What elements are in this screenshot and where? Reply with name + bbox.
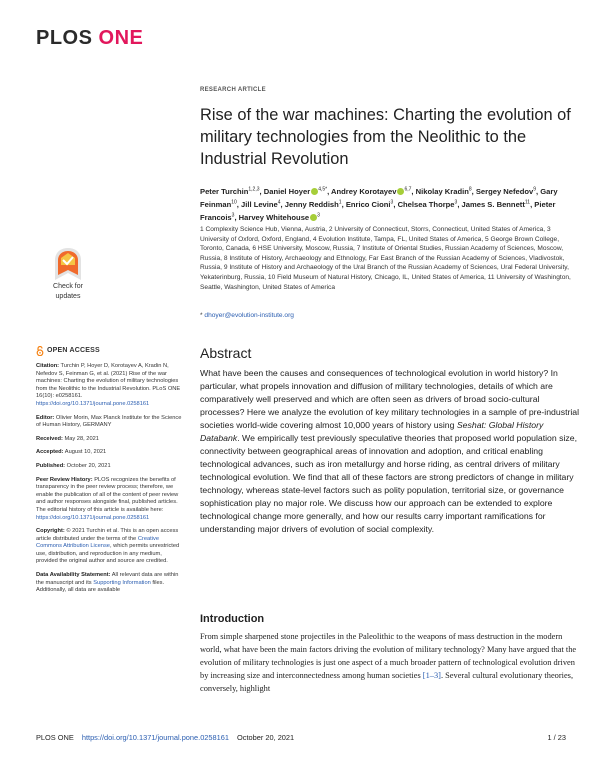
- author-name[interactable]: Chelsea Thorpe: [397, 199, 455, 209]
- article-type: RESEARCH ARTICLE: [200, 87, 266, 93]
- author: [285, 200, 346, 209]
- author-name[interactable]: Pieter Francois: [200, 199, 556, 222]
- author-affiliation-marker: 3: [231, 212, 235, 219]
- citation-doi-link[interactable]: https://doi.org/10.1371/journal.pone.0258161: [36, 400, 150, 407]
- author-name[interactable]: Nikolay Kradin: [415, 186, 469, 196]
- author: [398, 200, 462, 209]
- author-separator: ,: [457, 199, 462, 209]
- author-affiliation-marker: 1: [338, 199, 342, 206]
- author-name[interactable]: Enrico Cioni: [345, 199, 391, 209]
- open-access-row: OPEN ACCESS: [36, 346, 182, 356]
- check-updates-icon: [53, 247, 83, 281]
- author-affiliation-marker: 3: [390, 199, 394, 206]
- author-name[interactable]: Andrey Korotayev: [331, 186, 397, 196]
- author-name[interactable]: James S. Bennett: [461, 199, 525, 209]
- author: [241, 200, 285, 209]
- author-name[interactable]: Daniel Hoyer: [263, 186, 311, 196]
- author: [264, 187, 331, 196]
- reference-link[interactable]: [1–3]: [422, 671, 441, 680]
- author: [346, 200, 398, 209]
- open-lock-icon: [36, 346, 44, 356]
- author-affiliation-marker: 4,5*: [318, 186, 328, 192]
- footer-journal: PLOS ONE: [36, 733, 74, 742]
- author-affiliation-marker: 8: [468, 186, 472, 192]
- license-link[interactable]: Creative Commons Attribution License: [36, 535, 159, 550]
- received-date: Received: May 28, 2021: [36, 435, 99, 442]
- author-name[interactable]: Jenny Reddish: [284, 199, 339, 209]
- affiliations: 1 Complexity Science Hub, Vienna, Austria, 2 University of Connecticut, Storrs, Connecticut, United States of America, 3 University of Oxford, Oxford, England, 4 Evolution Institute, Tampa, FL, United States of America, 5 George Brown College, Toronto, Canada, 6 HSE University, Moscow, Russia, 7 Institute of Oriental Studies, Russian Academy of Sciences, Moscow, Russia, 8 Institute of History, Archaeology and Ethnology, Far East Branch of the Russian Academy of Sciences, Vladivostok, Russia, 9 Institute of History and Archaeology of the Ural Branch of the Russian Academy of Sciences, Ural Federal University, Yekaterinburg, Russia, 10 Field Museum of Natural History, Chicago, IL, United States of America, 11 University of Washington, Seattle, Washington, United States of America: [200, 226, 571, 291]
- abstract-heading: Abstract: [200, 345, 252, 361]
- abstract-text: What have been the causes and consequences of technological evolution in world history? In particular, what propels innovation and diffusion of military technologies, details of which are comparatively well preserved and which are often seen as drivers of broad socio-cultural processes? Here we analyze the evolution of key military technologies in a sample of pre-industrial societies world-wide covering almost 10,000 years of history using Seshat: Global History Databank. We empirically test previously speculative theories that proposed world population size, connectivity between geographical areas of innovation and adoption, and critical enabling technological advances, such as iron metallurgy and horse riding, as central drivers of military technological evolution. We find that all of these factors are strong predictors of change in military technology, whereas state-level factors such as polity population, territorial size, or governance sophistication play no major role. We discuss how our approach can be extended to explore technological change more generally, and how our results carry important ramifications for understanding major drivers of evolution of social complexity.: [200, 368, 580, 534]
- page-number: 1 / 23: [547, 733, 566, 742]
- check-for-updates-badge[interactable]: Check for updates: [40, 247, 96, 301]
- author-affiliation-marker: 11: [524, 199, 531, 206]
- editor: Editor: Olivier Morin, Max Planck Institute for the Science of Human History, GERMANY: [36, 414, 182, 429]
- supporting-info-link[interactable]: Supporting Information: [93, 579, 151, 586]
- author: [239, 213, 320, 222]
- author: [331, 187, 416, 196]
- author: [476, 187, 540, 196]
- footer-date: October 20, 2021: [237, 733, 295, 742]
- author: [200, 187, 264, 196]
- introduction-heading: Introduction: [200, 613, 265, 625]
- author-separator: ,: [411, 186, 416, 196]
- author-affiliation-marker: 3: [317, 212, 320, 219]
- author-affiliation-marker: 1,2,3: [248, 186, 260, 192]
- author-name[interactable]: Peter Turchin: [200, 186, 249, 196]
- author-affiliation-marker: 6,7: [404, 186, 412, 192]
- author-separator: ,: [530, 199, 535, 209]
- author-separator: ,: [234, 212, 239, 222]
- article-title: Rise of the war machines: Charting the evolution of military technologies from the Neolithic to the Industrial Revolution: [200, 106, 571, 168]
- author-separator: ,: [280, 199, 285, 209]
- peer-review-history: Peer Review History: PLOS recognizes the benefits of transparency in the peer review process; therefore, we enable the publication of all of the content of peer review and author responses alongside final, published articles. The editorial history of this article is available here: https://doi.org/10.1371/journal.pone.0258161: [36, 476, 179, 521]
- data-availability: Data Availability Statement: All relevant data are within the manuscript and its Supporting Information files. Additionally, all data are available: [36, 572, 179, 594]
- page-footer: [36, 733, 566, 747]
- author-separator: ,: [536, 186, 541, 196]
- author-separator: ,: [327, 186, 332, 196]
- author-name[interactable]: Sergey Nefedov: [475, 186, 534, 196]
- article-info-sidebar: [36, 346, 182, 601]
- author-affiliation-marker: 4: [277, 199, 281, 206]
- author-separator: ,: [236, 199, 242, 209]
- author-name[interactable]: Jill Levine: [241, 199, 278, 209]
- author-affiliation-marker: 10: [231, 199, 237, 206]
- author-name[interactable]: Gary Feinman: [200, 186, 558, 209]
- author-separator: ,: [341, 199, 346, 209]
- author: [462, 200, 535, 209]
- author-affiliation-marker: 3: [454, 199, 458, 206]
- author-affiliation-marker: 9: [533, 186, 537, 192]
- peer-review-link[interactable]: https://doi.org/10.1371/journal.pone.0258161: [36, 514, 150, 521]
- footer-doi-link[interactable]: https://doi.org/10.1371/journal.pone.0258161: [81, 733, 229, 742]
- journal-logo: PLOS ONE: [36, 27, 144, 49]
- copyright: Copyright: © 2021 Turchin et al. This is an open access article distributed under the terms of the Creative Commons Attribution License, which permits unrestricted use, distribution, and reproduction in any medium, provided the original author and source are credited.: [36, 528, 180, 565]
- published-date: Published: October 20, 2021: [36, 462, 111, 469]
- corresponding-email: * dhoyer@evolution-institute.org: [200, 312, 294, 319]
- accepted-date: Accepted: August 10, 2021: [36, 449, 107, 456]
- author-name[interactable]: Harvey Whitehouse: [238, 212, 310, 222]
- introduction-text: From simple sharpened stone projectiles in the Paleolithic to the weapons of mass destruction in the modern world, what have been the main factors driving the evolution of military technology? Many have argued that the evolution of military technologies is just one aspect of a much broader pattern of technological evolution driven by increasing size and interconnectedness among human societies [1–3]. Several cultural evolutionary theories, conversely, highlight: [200, 632, 577, 693]
- citation: Citation: Turchin P, Hoyer D, Korotayev A, Kradin N, Nefedov S, Feinman G, et al. (2021) Rise of the war machines: Charting the evolution of military technologies from the Neolithic to the Industrial Revolution. PLoS ONE 16(10): e0258161. https://doi.org/10.1371/journal.pone.0258161: [36, 363, 181, 407]
- author-separator: ,: [393, 199, 398, 209]
- author-separator: ,: [259, 186, 264, 196]
- author-separator: ,: [471, 186, 476, 196]
- author: [416, 187, 476, 196]
- author-list: [200, 184, 575, 223]
- email-link[interactable]: dhoyer@evolution-institute.org: [204, 312, 294, 319]
